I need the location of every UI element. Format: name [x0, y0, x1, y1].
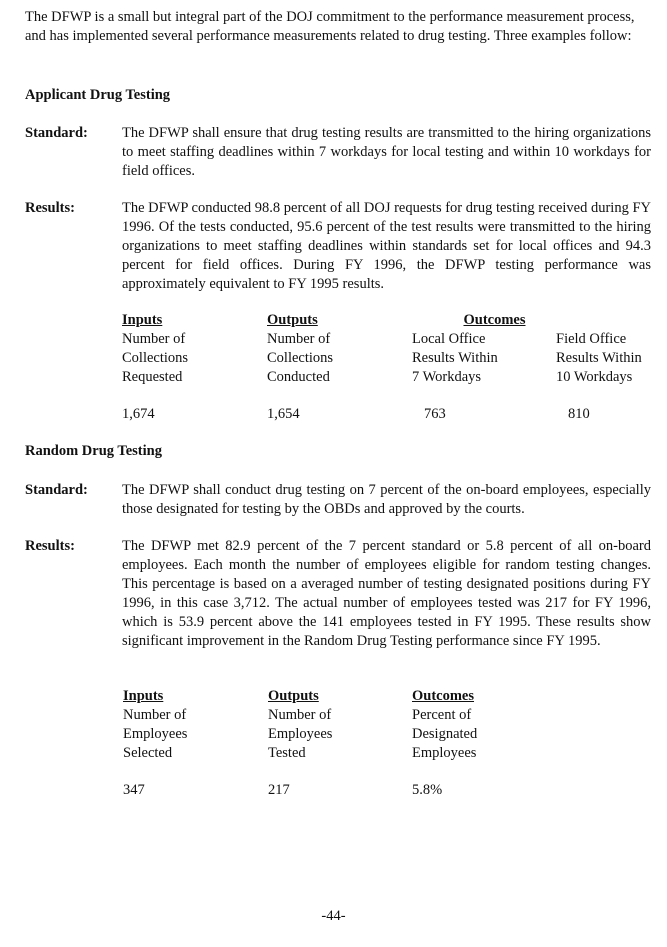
- applicant-outputs-desc-3: Conducted: [267, 369, 330, 385]
- random-outcomes-desc-3: Employees: [412, 745, 477, 761]
- random-outcomes-header: Outcomes: [412, 688, 475, 704]
- random-inputs-desc-3: Selected: [123, 745, 173, 761]
- applicant-heading: Applicant Drug Testing: [25, 87, 171, 103]
- random-results-label: Results:: [25, 538, 75, 554]
- applicant-inputs-header: Inputs: [122, 312, 163, 328]
- random-value-outputs: 217: [268, 782, 290, 798]
- random-outputs-desc-3: Tested: [268, 745, 306, 761]
- applicant-outputs-desc-1: Number of: [267, 331, 331, 347]
- random-outputs-header: Outputs: [268, 688, 319, 704]
- applicant-inputs-column: [122, 311, 188, 387]
- random-inputs-header: Inputs: [123, 688, 164, 704]
- random-outcomes-column: [412, 687, 477, 763]
- random-outputs-column: [268, 687, 332, 763]
- random-outcomes-desc-2: Designated: [412, 726, 478, 742]
- random-standard-label: Standard:: [25, 482, 88, 498]
- applicant-value-outputs: 1,654: [267, 406, 300, 422]
- applicant-inputs-desc-1: Number of: [122, 331, 186, 347]
- applicant-outcomes-local-column: [412, 330, 498, 387]
- applicant-outputs-desc-2: Collections: [267, 350, 334, 366]
- applicant-outputs-column: [267, 311, 333, 387]
- applicant-inputs-desc-3: Requested: [122, 369, 183, 385]
- applicant-results-label: Results:: [25, 200, 75, 216]
- applicant-outcomes-field-3: 10 Workdays: [556, 369, 633, 385]
- random-standard-text: The DFWP shall conduct drug testing on 7 percent of the on-board employees, especially those designated for testing by the OBDs and approved by the courts.: [122, 482, 651, 517]
- applicant-outcomes-local-2: Results Within: [412, 350, 498, 366]
- applicant-standard-text: The DFWP shall ensure that drug testing results are transmitted to the hiring organizations to meet staffing deadlines within 7 workdays for local testing and within 10 workdays for field offices.: [122, 125, 651, 179]
- random-heading: Random Drug Testing: [25, 443, 162, 459]
- page-number: -44-: [321, 908, 346, 924]
- applicant-table: [122, 311, 657, 431]
- applicant-outcomes-field-1: Field Office: [556, 331, 627, 347]
- intro-paragraph: The DFWP is a small but integral part of the DOJ commitment to the performance measurement process, and has implemented several performance measurements related to drug testing. Three examples follow:: [25, 9, 635, 44]
- random-value-inputs: 347: [123, 782, 145, 798]
- applicant-inputs-desc-2: Collections: [122, 350, 189, 366]
- random-outputs-desc-2: Employees: [268, 726, 333, 742]
- random-outcomes-desc-1: Percent of: [412, 707, 472, 723]
- random-value-outcomes: 5.8%: [412, 782, 443, 798]
- random-inputs-desc-1: Number of: [123, 707, 187, 723]
- applicant-value-inputs: 1,674: [122, 406, 155, 422]
- applicant-value-field: 810: [568, 406, 590, 422]
- applicant-results-text: The DFWP conducted 98.8 percent of all DOJ requests for drug testing received during FY 1996. Of the tests conducted, 95.6 percent of the test results were transmitted to the hiring organizations to meet staffing deadlines within standards set for local offices and 94.3 percent for field offices. During FY 1996, the DFWP testing performance was approximately equivalent to FY 1995 results.: [122, 200, 651, 292]
- applicant-standard-label: Standard:: [25, 125, 88, 141]
- random-inputs-column: [123, 687, 187, 763]
- applicant-outcomes-field-column: [556, 330, 642, 387]
- applicant-value-local: 763: [424, 406, 446, 422]
- applicant-outcomes-header: Outcomes: [463, 312, 526, 328]
- random-results-text: The DFWP met 82.9 percent of the 7 percent standard or 5.8 percent of all on-board employees. Each month the number of employees eligible for random testing changes. This percentage is based on a averaged number of testing designated positions during FY 1996, in this case 3,712. The actual number of employees tested was 217 for FY 1996, which is 53.9 percent above the 141 employees tested in FY 1995. These results show significant improvement in the Random Drug Testing performance since FY 1995.: [122, 538, 651, 649]
- applicant-outcomes-local-3: 7 Workdays: [412, 369, 482, 385]
- applicant-outcomes-field-2: Results Within: [556, 350, 642, 366]
- random-outputs-desc-1: Number of: [268, 707, 332, 723]
- applicant-outputs-header: Outputs: [267, 312, 318, 328]
- random-inputs-desc-2: Employees: [123, 726, 188, 742]
- random-table: [123, 687, 603, 807]
- applicant-outcomes-local-1: Local Office: [412, 331, 486, 347]
